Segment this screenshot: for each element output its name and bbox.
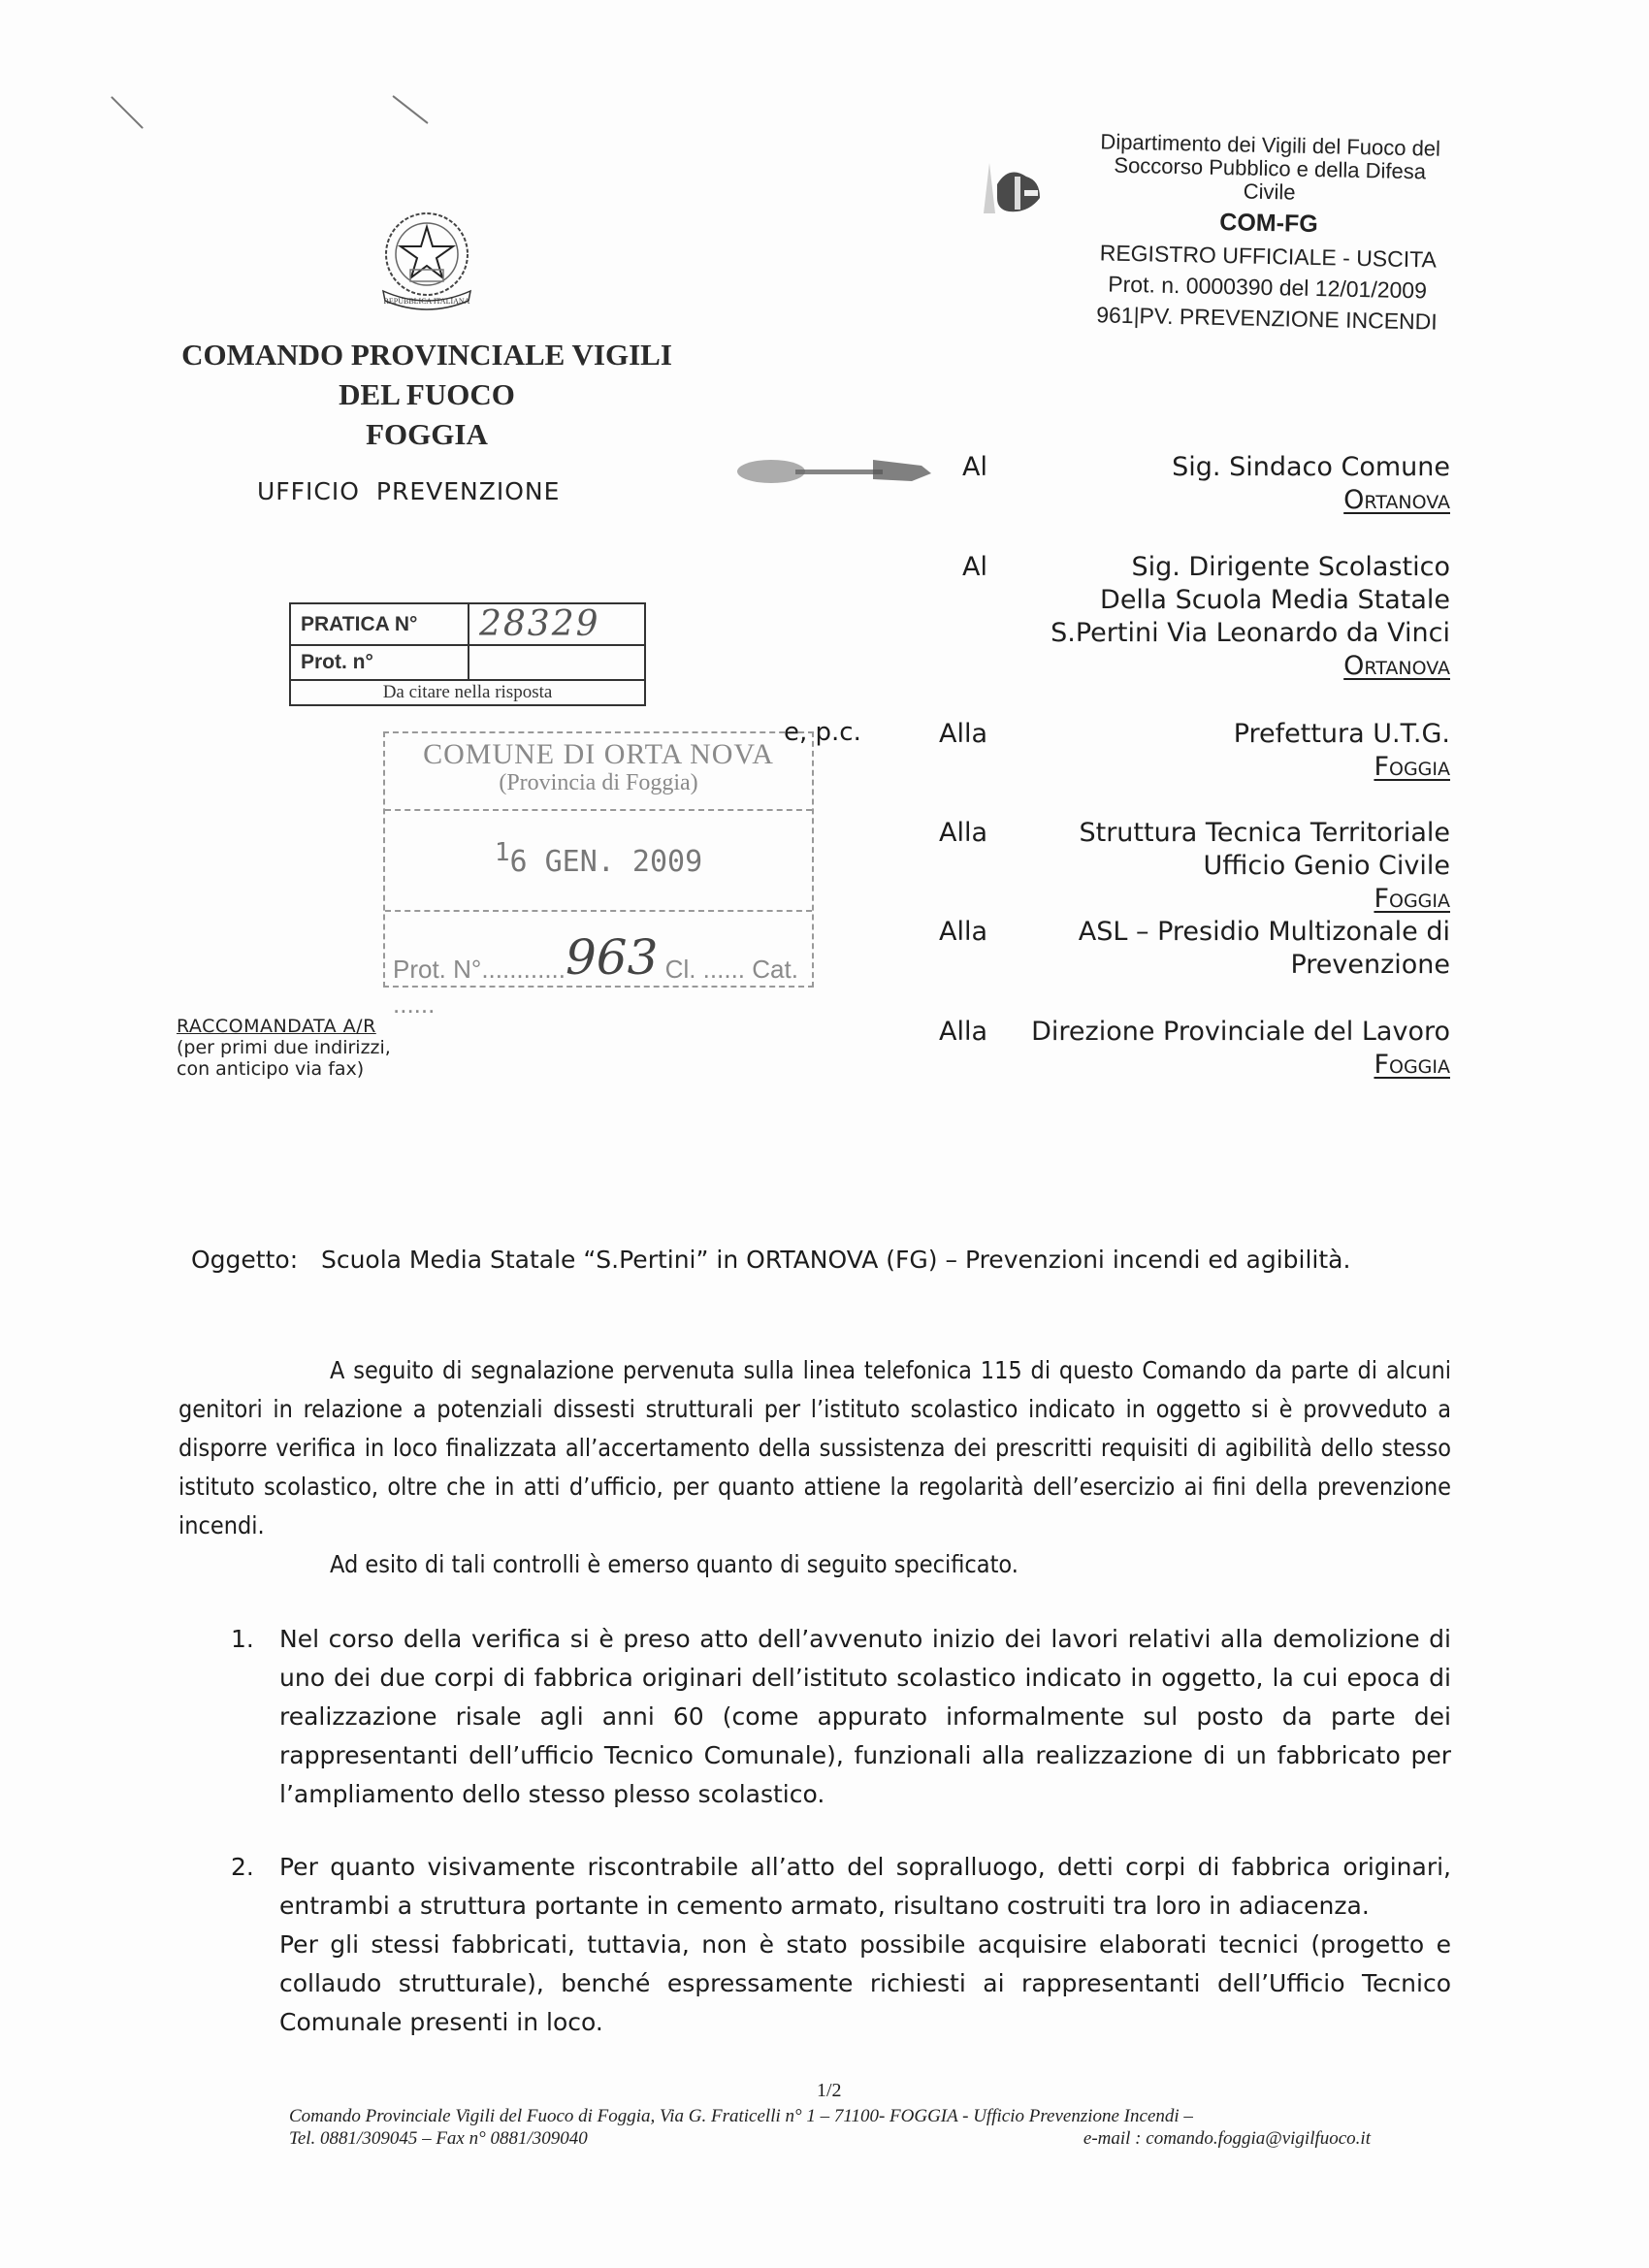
footer-phone-fax: Tel. 0881/309045 – Fax n° 0881/309040 bbox=[289, 2128, 588, 2149]
organization-title bbox=[146, 335, 708, 454]
stamp-protocol bbox=[385, 912, 812, 1020]
recipient-line: Struttura Tecnica Territoriale bbox=[1079, 818, 1450, 848]
recipient-line: Prevenzione bbox=[1290, 950, 1450, 980]
recipient-genio-civile bbox=[1079, 817, 1450, 916]
dept-line: Dipartimento dei Vigili del Fuoco del bbox=[1100, 129, 1441, 161]
subject-line bbox=[191, 1246, 1350, 1274]
recipient-prefix: Alla bbox=[939, 1017, 988, 1047]
scan-mark bbox=[111, 96, 144, 129]
finding-item-1 bbox=[231, 1620, 1451, 1814]
scan-mark bbox=[392, 95, 428, 124]
dept-line: Civile bbox=[1243, 178, 1296, 205]
register-label: REGISTRO UFFICIALE - USCITA bbox=[1099, 240, 1438, 273]
dept-line: Soccorso Pubblico e della Difesa bbox=[1114, 152, 1427, 184]
delivery-method-title: RACCOMANDATA A/R bbox=[177, 1016, 376, 1037]
body-paragraph: A seguito di segnalazione pervenuta sulla linea telefonica 115 di questo Comando da parte di alcuni genitori in relazione a potenziali dissesti strutturali per l’istituto scolastico indicato in oggetto si è provveduto a disporre verifica in loco finalizzata all’accertamento della sussistenza dei prescritti requisiti di agibilità dello stesso istituto scolastico, oltre che in atti d’ufficio, per quanto attiene la regolarità dell’esercizio ai fini della prevenzione incendi. bbox=[178, 1356, 1451, 1539]
item-text: Per gli stessi fabbricati, tuttavia, non è stato possibile acquisire elaborati tecnici (progetto e collaudo strutturale), benché espressamente richiesti ai rappresentanti dell’Ufficio Tecnico Comunale presenti in loco. bbox=[279, 1930, 1451, 2036]
handwritten-arrow-icon bbox=[737, 452, 951, 487]
recipient-prefix: Alla bbox=[939, 818, 988, 848]
stamp-province: (Provincia di Foggia) bbox=[499, 770, 698, 795]
recipient-line: Sig. Sindaco Comune bbox=[1172, 452, 1450, 482]
recipient-prefecture bbox=[1234, 718, 1450, 784]
recipient-prefix: Al bbox=[962, 552, 987, 582]
recipient-mayor bbox=[1172, 451, 1450, 517]
item-number: 1. bbox=[231, 1625, 254, 1653]
recipient-prefix: Alla bbox=[939, 719, 988, 749]
page-number: 1/2 bbox=[817, 2080, 842, 2101]
letterhead-footer bbox=[289, 2105, 1371, 2150]
stamp-date bbox=[385, 811, 812, 912]
stamp-date-day: 1 bbox=[494, 838, 510, 867]
office-name: UFFICIO PREVENZIONE bbox=[257, 477, 561, 505]
stamp-date-rest: 6 GEN. 2009 bbox=[509, 845, 703, 879]
finding-item-2 bbox=[231, 1848, 1451, 2042]
stamp-prot-value: 963 bbox=[566, 929, 659, 986]
protocol-number: Prot. n. 0000390 del 12/01/2009 bbox=[1108, 271, 1428, 304]
item-number: 2. bbox=[231, 1853, 254, 1881]
recipient-asl bbox=[1079, 916, 1450, 982]
recipient-city: Foggia bbox=[1374, 884, 1450, 914]
recipient-line: S.Pertini Via Leonardo da Vinci bbox=[1051, 618, 1450, 648]
footer-address: Comando Provinciale Vigili del Fuoco di Foggia, Via G. Fraticelli n° 1 – 71100- FOGGIA - Ufficio Prevenzione Incendi – bbox=[289, 2106, 1193, 2126]
municipal-receipt-stamp bbox=[383, 731, 814, 1019]
recipient-prefix: Al bbox=[962, 452, 987, 482]
classification: 961|PV. PREVENZIONE INCENDI bbox=[1095, 302, 1438, 335]
recipient-line: Sig. Dirigente Scolastico bbox=[1131, 552, 1450, 582]
footer-email: e-mail : comando.foggia@vigilfuoco.it bbox=[1083, 2128, 1371, 2149]
epc-label: e, p.c. bbox=[784, 718, 861, 747]
item-text: Per quanto visivamente riscontrabile all’atto del sopralluogo, detti corpi di fabbrica originari, entrambi a struttura portante in cemento armato, risultano costruiti tra loro in adiacenza. bbox=[279, 1853, 1451, 1920]
org-title-line: COMANDO PROVINCIALE VIGILI bbox=[181, 338, 672, 372]
item-text: Nel corso della verifica si è preso atto dell’avvenuto inizio dei lavori relativi alla demolizione di uno dei due corpi di fabbrica originari dell’istituto scolastico indicato in oggetto, la cui epoca di realizzazione risale agli anni 60 (come appurato informalmente sul posto da parte dei rappresentanti dell’ufficio Tecnico Comunale), funzionali alla realizzazione di un fabbricato per l’ampliamento dello stesso plesso scolastico. bbox=[279, 1625, 1451, 1808]
body-intro bbox=[178, 1351, 1451, 1584]
prot-label: Prot. n° bbox=[290, 645, 469, 680]
pratica-note: Da citare nella risposta bbox=[290, 680, 645, 705]
recipient-line: Prefettura U.T.G. bbox=[1233, 719, 1450, 749]
pratica-label: PRATICA N° bbox=[290, 603, 469, 645]
subject-label: Oggetto: bbox=[191, 1246, 299, 1274]
dept-code: COM-FG bbox=[1219, 208, 1318, 239]
recipient-city: Ortanova bbox=[1343, 485, 1450, 515]
stamp-municipality: COMUNE DI ORTA NOVA bbox=[423, 738, 774, 770]
org-title-line: FOGGIA bbox=[366, 417, 488, 451]
recipient-prefix: Alla bbox=[939, 917, 988, 947]
stamp-prot-label: Prot. N° bbox=[393, 955, 482, 984]
pratica-box bbox=[289, 602, 646, 706]
stamp-cl-label: Cl. ...... bbox=[664, 955, 746, 984]
italian-republic-emblem-icon bbox=[373, 206, 480, 317]
svg-text:REPUBBLICA ITALIANA: REPUBBLICA ITALIANA bbox=[383, 297, 470, 306]
org-title-line: DEL FUOCO bbox=[339, 377, 515, 411]
department-protocol-block bbox=[1034, 129, 1504, 339]
recipient-city: Ortanova bbox=[1343, 651, 1450, 681]
delivery-method bbox=[177, 1016, 391, 1080]
recipient-line: Direzione Provinciale del Lavoro bbox=[1031, 1017, 1450, 1047]
stamp-dots: ............ bbox=[481, 955, 566, 984]
recipient-labour-directorate bbox=[1031, 1016, 1450, 1082]
recipient-city: Foggia bbox=[1374, 1050, 1450, 1080]
recipient-school-director bbox=[1051, 551, 1450, 683]
subject-text: Scuola Media Statale “S.Pertini” in ORTANOVA (FG) – Prevenzioni incendi ed agibilità. bbox=[320, 1246, 1351, 1274]
recipient-city: Foggia bbox=[1374, 752, 1450, 782]
recipient-line: ASL – Presidio Multizonale di bbox=[1078, 917, 1450, 947]
pratica-value: 28329 bbox=[469, 603, 645, 645]
stamp-cat-label: Cat. ...... bbox=[393, 955, 798, 1019]
delivery-note-line: con anticipo via fax) bbox=[177, 1058, 365, 1080]
body-paragraph: Ad esito di tali controlli è emerso quanto di seguito specificato. bbox=[330, 1550, 1018, 1578]
prot-value bbox=[469, 645, 645, 680]
recipient-line: Della Scuola Media Statale bbox=[1100, 585, 1450, 615]
recipient-line: Ufficio Genio Civile bbox=[1203, 851, 1450, 881]
delivery-note-line: (per primi due indirizzi, bbox=[177, 1037, 391, 1058]
